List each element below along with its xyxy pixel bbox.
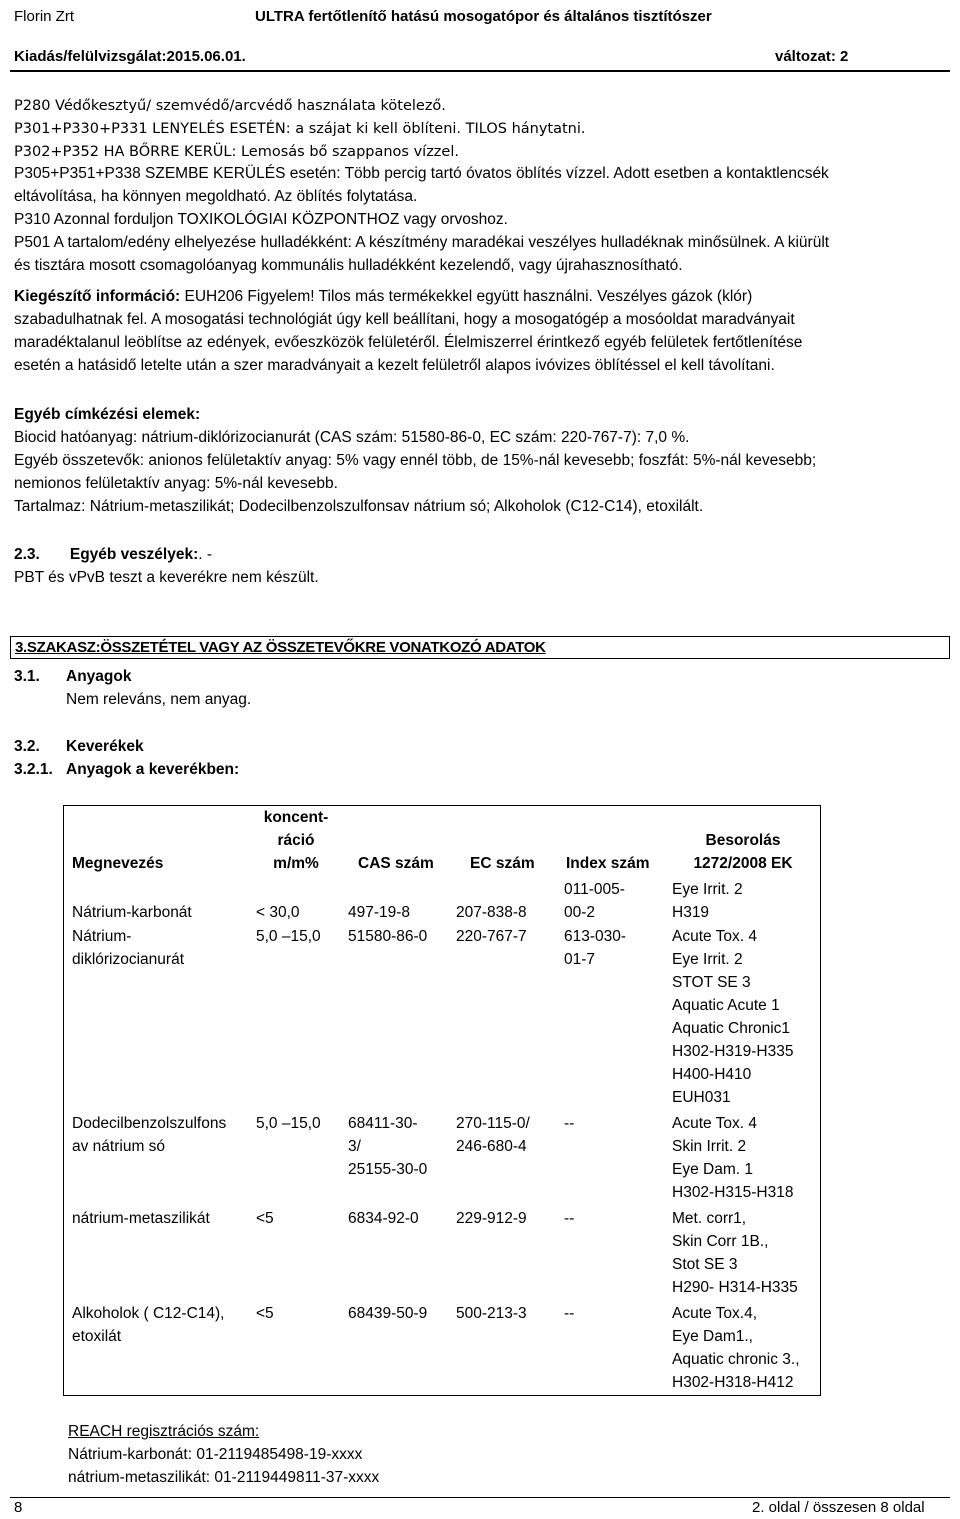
label-element-line: Biocid hatóanyag: nátrium-diklórizocianurát (CAS szám: 51580-86-0, EC szám: 220-767-7): 7,0 %. [14,429,690,446]
header-name: Megnevezés [72,855,164,872]
header-class-2: 1272/2008 EK [693,855,793,872]
cell-ec: 270-115-0/ [456,1115,530,1132]
section-3-title-box [10,636,950,659]
s31-title: Anyagok [66,668,132,685]
header-ec: EC szám [470,855,535,872]
cell-classification: Acute Tox.4, [672,1305,758,1322]
supplementary-line-2: szabadulhatnak fel. A mosogatási technológiát úgy kell beállítani, hogy a mosogatógép a mosóoldat maradványait [14,311,795,328]
s32-title: Keverékek [66,738,144,755]
p-statement-line: P305+P351+P338 SZEMBE KERÜLÉS esetén: Több percig tartó óvatos öblítés vízzel. Adott esetben a kontaktlencsék [14,165,829,182]
header-conc-1: koncent- [263,809,329,826]
cell-name: Dodecilbenzolszulfons [72,1115,227,1132]
cell-ec: 500-213-3 [456,1305,527,1322]
supplementary-line-4: esetén a hatásidő letelte után a szer maradványait a kezelt felületről alapos ivóvizes öblítéssel el kell távolítani. [14,357,775,374]
cell-index: 00-2 [564,904,596,921]
cell-cas: 25155-30-0 [348,1161,428,1178]
cell-index: -- [564,1210,575,1227]
cell-cas: 497-19-8 [348,904,411,921]
cell-classification: Eye Irrit. 2 [672,881,743,898]
cell-classification: H302-H315-H318 [672,1184,794,1201]
cell-name: diklórizocianurát [72,951,184,968]
supplementary-line-1: Kiegészítő információ: EUH206 Figyelem! Tilos más termékekkel együtt használni. Veszélyes gázok (klór) [14,288,753,305]
cell-ec: 246-680-4 [456,1138,527,1155]
p-statement-line: P310 Azonnal forduljon TOXIKOLÓGIAI KÖZPONTHOZ vagy orvoshoz. [14,211,508,228]
cell-classification: Aquatic chronic 3., [672,1351,800,1368]
cell-classification: H302-H319-H335 [672,1043,794,1060]
footer-divider [10,1497,950,1498]
cell-classification: Acute Tox. 4 [672,1115,758,1132]
cell-ec: 229-912-9 [456,1210,527,1227]
label-element-line: nemionos felületaktív anyag: 5%-nál kevesebb. [14,475,338,492]
cell-classification: Skin Corr 1B., [672,1233,769,1250]
p-statement-line: P280 Védőkesztyű/ szemvédő/arcvédő használata kötelező. [14,98,446,114]
cell-index: 613-030- [564,928,627,945]
cell-classification: Eye Irrit. 2 [672,951,743,968]
p-statement-line: P501 A tartalom/edény elhelyezése hulladékként: A készítmény maradékai veszélyes hulladéknak minősülnek. A kiürült [14,234,830,251]
cell-classification: Skin Irrit. 2 [672,1138,747,1155]
cell-name: Alkoholok ( C12-C14), [72,1305,225,1322]
p-statement-line: eltávolítása, ha könnyen megoldható. Az öblítés folytatása. [14,188,418,205]
cell-classification: Eye Dam1., [672,1328,753,1345]
other-hazards-text: PBT és vPvB teszt a keverékre nem készült. [14,569,319,586]
header-conc-2: ráció [277,832,315,849]
cell-classification: EUH031 [672,1089,731,1106]
cell-classification: H302-H318-H412 [672,1374,794,1391]
s31-number: 3.1. [14,668,40,685]
p-statement-line: P302+P352 HA BŐRRE KERÜL: Lemosás bő szappanos vízzel. [14,144,459,160]
cell-classification: Eye Dam. 1 [672,1161,753,1178]
label-element-line: Egyéb összetevők: anionos felületaktív anyag: 5% vagy ennél több, de 15%-nál kevesebb; foszfát: 5%-nál kevesebb; [14,452,817,469]
cell-cas: 68411-30- [348,1115,418,1132]
cell-name: etoxilát [72,1328,122,1345]
cell-classification: H319 [672,904,710,921]
footer-left: 8 [14,1499,23,1516]
cell-cas: 3/ [348,1138,361,1155]
header-company: Florin Zrt [14,8,74,25]
cell-classification: H400-H410 [672,1066,752,1083]
supplementary-line-3: maradéktalanul leöblítse az edények, evőeszközök felületéről. Élelmiszerrel érintkező egyéb felületek fertőtlenítése [14,334,803,351]
section-3-title: 3.SZAKASZ:ÖSSZETÉTEL VAGY AZ ÖSSZETEVŐKRE VONATKOZÓ ADATOK [15,639,546,656]
s31-text: Nem releváns, nem anyag. [66,691,252,708]
cell-classification: Aquatic Acute 1 [672,997,780,1014]
cell-cas: 68439-50-9 [348,1305,428,1322]
p-statement-line: P301+P330+P331 LENYELÉS ESETÉN: a szájat ki kell öblíteni. TILOS hánytatni. [14,121,586,137]
cell-classification: STOT SE 3 [672,974,751,991]
header-index: Index szám [566,855,650,872]
reach-line-1: Nátrium-karbonát: 01-2119485498-19-xxxx [68,1446,363,1463]
cell-concentration: 5,0 –15,0 [256,1115,321,1132]
cell-ec: 220-767-7 [456,928,527,945]
cell-name: av nátrium só [72,1138,166,1155]
cell-classification: Aquatic Chronic1 [672,1020,791,1037]
header-conc-3: m/m% [273,855,319,872]
footer-page-count: 2. oldal / összesen 8 oldal [752,1499,925,1516]
cell-classification: Stot SE 3 [672,1256,738,1273]
s321-title: Anyagok a keverékben: [66,761,240,778]
cell-index: -- [564,1305,575,1322]
other-hazards-heading: 2.3. Egyéb veszélyek:. - [14,546,213,563]
cell-classification: Met. corr1, [672,1210,747,1227]
s32-number: 3.2. [14,738,40,755]
cell-index: 011-005- [564,881,625,898]
s321-number: 3.2.1. [14,761,53,778]
header-issue: Kiadás/felülvizsgálat:2015.06.01. [14,48,246,65]
cell-ec: 207-838-8 [456,904,527,921]
header-product: ULTRA fertőtlenítő hatású mosogatópor és általános tisztítószer [255,8,712,25]
header-version: változat: 2 [775,48,849,65]
reach-heading: REACH regisztrációs szám: [68,1423,260,1440]
reach-line-2: nátrium-metaszilikát: 01-2119449811-37-xxxx [68,1469,380,1486]
header-cas: CAS szám [358,855,434,872]
cell-concentration: 5,0 –15,0 [256,928,321,945]
cell-cas: 51580-86-0 [348,928,428,945]
cell-concentration: <5 [256,1210,274,1227]
cell-concentration: < 30,0 [256,904,300,921]
label-elements-heading: Egyéb címkézési elemek: [14,406,201,423]
cell-name: nátrium-metaszilikát [72,1210,210,1227]
cell-cas: 6834-92-0 [348,1210,419,1227]
header-divider [10,70,950,72]
cell-classification: Acute Tox. 4 [672,928,758,945]
cell-index: -- [564,1115,575,1132]
cell-concentration: <5 [256,1305,274,1322]
cell-name: Nátrium-karbonát [72,904,192,921]
p-statement-line: és tisztára mosott csomagolóanyag kommunális hulladékként kezelendő, vagy újrahasznosítható. [14,257,683,274]
label-element-line: Tartalmaz: Nátrium-metaszilikát; Dodecilbenzolszulfonsav nátrium só; Alkoholok (C12-C14), etoxilált. [14,498,704,515]
cell-classification: H290- H314-H335 [672,1279,798,1296]
supplementary-label: Kiegészítő információ: [14,288,181,305]
cell-index: 01-7 [564,951,596,968]
cell-name: Nátrium- [72,928,132,945]
header-class-1: Besorolás [705,832,781,849]
